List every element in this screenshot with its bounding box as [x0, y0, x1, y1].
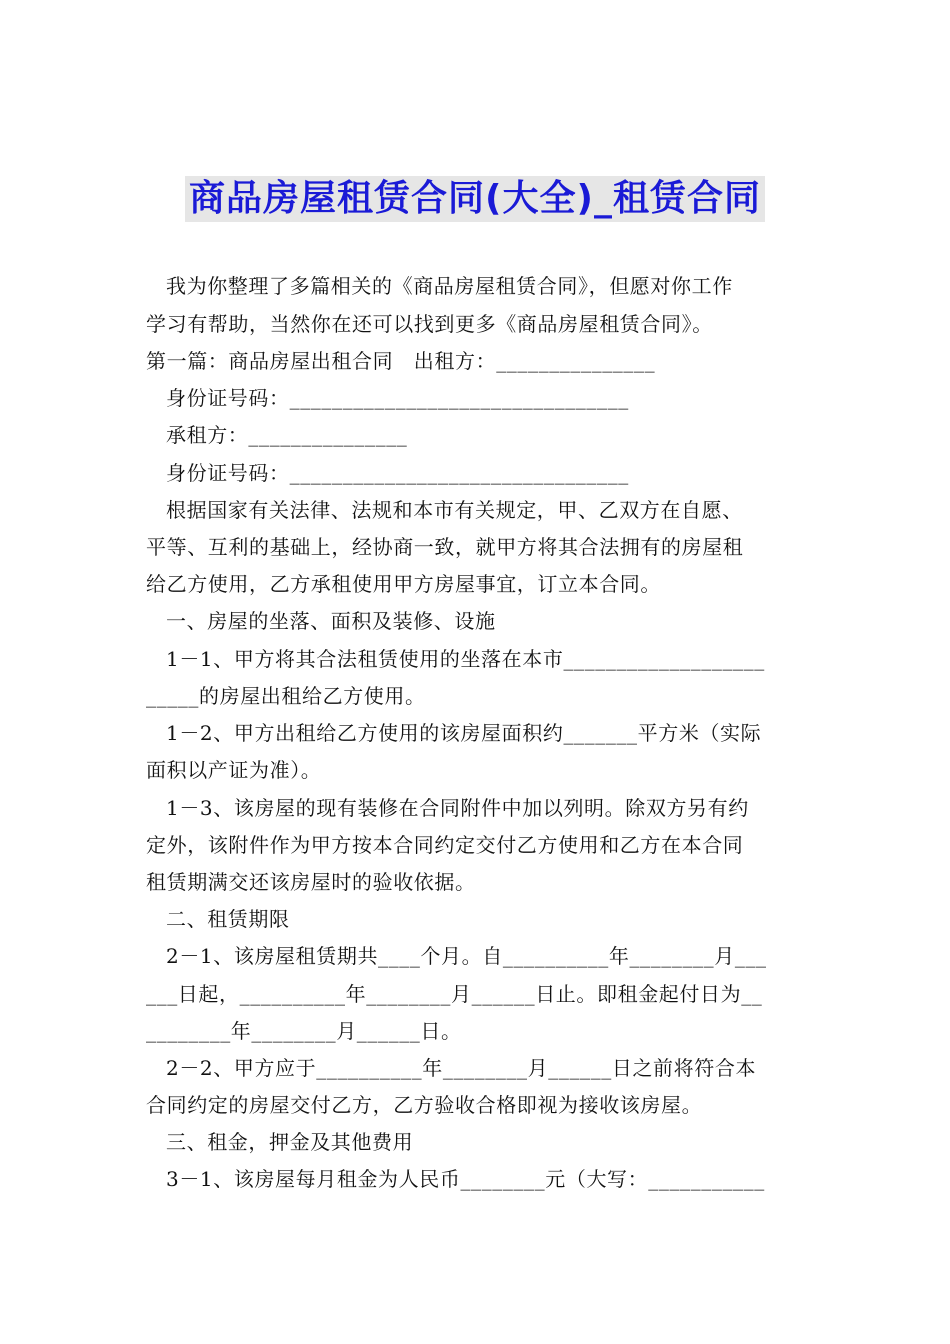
clause-1-3-line-1: 1－3、该房屋的现有装修在合同附件中加以列明。除双方另有约 — [166, 796, 749, 820]
intro-line-2: 学习有帮助，当然你在还可以找到更多《商品房屋租赁合同》。 — [146, 312, 713, 336]
chapter-heading-line: 第一篇：商品房屋出租合同 出租方：_______________ — [146, 349, 656, 373]
preamble-line-3: 给乙方使用，乙方承租使用甲方房屋事宜，订立本合同。 — [146, 572, 661, 596]
clause-1-3-line-3: 租赁期满交还该房屋时的验收依据。 — [146, 870, 476, 894]
clause-1-2-line-1: 1－2、甲方出租给乙方使用的该房屋面积约_______平方米（实际 — [166, 721, 762, 745]
preamble-line-1: 根据国家有关法律、法规和本市有关规定，甲、乙双方在自愿、 — [166, 498, 743, 522]
document-title: 商品房屋租赁合同(大全)_租赁合同 — [185, 176, 765, 222]
preamble-line-2: 平等、互利的基础上，经协商一致，就甲方将其合法拥有的房屋租 — [146, 535, 744, 559]
clause-2-1-line-3: ________年________月______日。 — [146, 1019, 462, 1043]
clause-2-2-line-2: 合同约定的房屋交付乙方，乙方验收合格即视为接收该房屋。 — [146, 1093, 703, 1117]
clause-1-2-line-2: 面积以产证为准）。 — [146, 758, 322, 782]
section-heading-1: 一、房屋的坐落、面积及装修、设施 — [166, 609, 496, 633]
clause-1-3-line-2: 定外，该附件作为甲方按本合同约定交付乙方使用和乙方在本合同 — [146, 833, 744, 857]
clause-2-1-line-1: 2－1、该房屋租赁期共____个月。自__________年________月___ — [166, 944, 767, 968]
document-title-wrap — [0, 176, 950, 222]
clause-2-2-line-1: 2－2、甲方应于__________年________月______日之前将符合本 — [166, 1056, 757, 1080]
lessee-id-line: 身份证号码：________________________________ — [166, 461, 629, 485]
clause-2-1-line-2: ___日起，__________年________月______日止。即租金起付日为__ — [146, 982, 763, 1006]
intro-line-1: 我为你整理了多篇相关的《商品房屋租赁合同》，但愿对你工作 — [166, 274, 733, 298]
clause-3-1-line-1: 3－1、该房屋每月租金为人民币________元（大写：___________ — [166, 1167, 765, 1191]
clause-1-1-line-2: _____的房屋出租给乙方使用。 — [146, 684, 426, 708]
lessor-id-line: 身份证号码：________________________________ — [166, 386, 629, 410]
section-heading-2: 二、租赁期限 — [166, 907, 290, 931]
section-heading-3: 三、租金，押金及其他费用 — [166, 1130, 414, 1154]
clause-1-1-line-1: 1－1、甲方将其合法租赁使用的坐落在本市___________________ — [166, 647, 765, 671]
lessee-line: 承租方：_______________ — [166, 423, 408, 447]
